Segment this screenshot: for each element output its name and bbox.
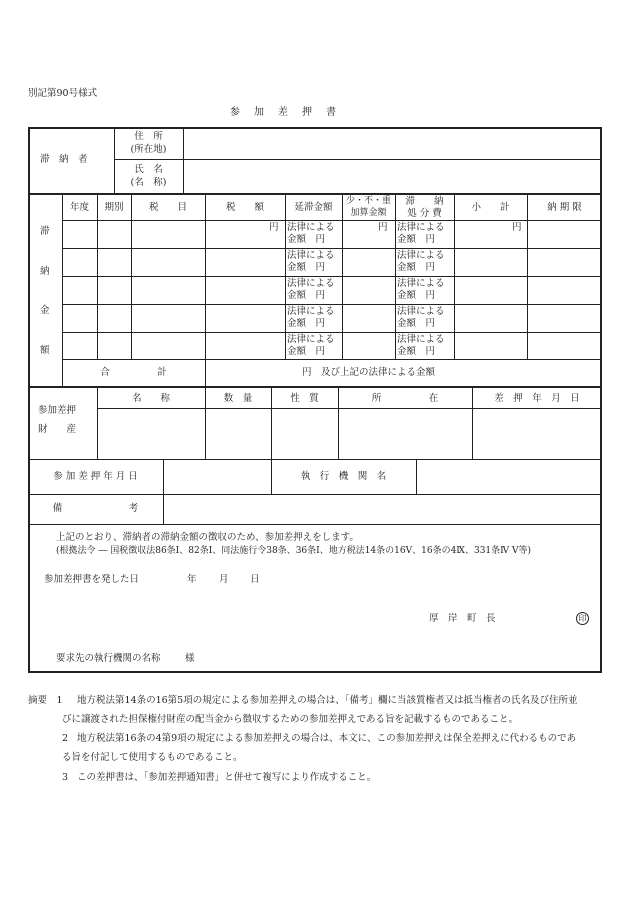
law-amount-disposition-5b: 金額 円	[397, 346, 436, 357]
law-amount-delinquency-2: 法律による	[287, 250, 335, 261]
header-tax-amount: 税 額	[225, 202, 264, 213]
header-year: 年度	[69, 202, 89, 213]
executing-agency-field[interactable]	[417, 460, 600, 493]
property-header-name: 名 称	[131, 393, 170, 404]
issue-date-month-unit: 月	[219, 574, 229, 585]
note-1-line-2: びに譲渡された担保権付財産の配当金から徴収するための参加差押えである旨を記載するものであること。	[62, 714, 519, 725]
seal-icon: 印	[576, 612, 589, 625]
address-field[interactable]	[184, 128, 600, 158]
law-amount-disposition-2b: 金額 円	[397, 262, 436, 273]
executing-agency-label: 執 行 機 関 名	[300, 471, 387, 482]
name-label: 氏 名	[134, 164, 163, 175]
law-amount-delinquency-2b: 金額 円	[287, 262, 326, 273]
header-tax-item: 税 目	[148, 202, 187, 213]
recipient-honorific: 様	[185, 653, 195, 664]
note-1-prefix: 摘要 1	[28, 695, 63, 706]
property-label-2: 財 産	[38, 424, 77, 435]
seizure-date-label: 参 加 差 押 年 月 日	[53, 471, 138, 482]
address-label: 住 所	[134, 131, 163, 142]
header-penalty-2: 加算金額	[350, 208, 387, 218]
property-header-nature: 性 質	[290, 393, 319, 404]
header-due-date: 納 期 限	[547, 202, 582, 213]
law-amount-delinquency-1b: 金額 円	[287, 234, 326, 245]
issuer-name: 厚 岸 町 長	[429, 613, 496, 624]
note-3-prefix: 3	[62, 772, 69, 783]
law-amount-disposition-4b: 金額 円	[397, 318, 436, 329]
yen-subtotal: 円	[512, 222, 522, 233]
law-amount-disposition-1b: 金額 円	[397, 234, 436, 245]
issue-date-year-unit: 年	[187, 574, 197, 585]
form-number: 別記第90号様式	[28, 88, 98, 99]
law-amount-disposition-2: 法律による	[397, 250, 445, 261]
page-title: 参 加 差 押 書	[230, 107, 338, 118]
law-amount-delinquency-3b: 金額 円	[287, 290, 326, 301]
header-period: 期別	[104, 202, 124, 213]
law-amount-disposition-4: 法律による	[397, 306, 445, 317]
law-amount-disposition-1: 法律による	[397, 222, 445, 233]
law-amount-delinquency-5b: 金額 円	[287, 346, 326, 357]
issue-date-label: 参加差押書を発した日	[44, 574, 140, 585]
header-disposition-1: 滞 納	[405, 196, 444, 207]
yen-tax-amount: 円	[269, 222, 279, 233]
property-label-1: 参加差押	[38, 405, 77, 416]
property-header-seizure-date: 差 押 年 月 日	[494, 393, 580, 404]
arrears-side-char-1: 滞	[40, 226, 50, 237]
law-amount-disposition-5: 法律による	[397, 334, 445, 345]
name-sub-label: (名 称)	[130, 177, 167, 188]
law-amount-delinquency-1: 法律による	[287, 222, 335, 233]
arrears-side-char-2: 納	[40, 266, 50, 277]
note-2-line-1: 地方税法第16条の4第9項の規定による参加差押えの場合は、本文に、この参加差押えは保全差押えに代わるものであ	[77, 733, 577, 744]
header-disposition-2: 処 分 費	[407, 208, 442, 219]
statement-text: 上記のとおり、滞納者の滞納金額の徴収のため、参加差押えをします。	[56, 532, 359, 543]
remarks-field[interactable]	[164, 495, 600, 523]
recipient-label: 要求先の執行機関の名称	[56, 653, 161, 664]
total-text: 円 及び上記の法律による金額	[302, 367, 436, 378]
yen-penalty: 円	[378, 222, 388, 233]
total-label: 合 計	[100, 367, 167, 378]
header-delinquency: 延滞金額	[294, 202, 333, 213]
remarks-label: 備 考	[52, 503, 139, 514]
note-1-line-1: 地方税法第14条の16第5項の規定による参加差押えの場合は、「備考」欄に当該質権者又は抵当権者の氏名及び住所並	[77, 695, 578, 706]
header-subtotal: 小 計	[471, 202, 510, 213]
law-amount-delinquency-5: 法律による	[287, 334, 335, 345]
arrears-side-char-4: 額	[40, 345, 50, 356]
note-2-line-2: る旨を付記して使用するものであること。	[62, 752, 243, 763]
legal-basis-text: (根拠法令 ― 国税徴収法86条Ⅰ、82条Ⅰ、同法施行令38条、36条Ⅰ、地方税法14条の16Ⅴ、16条の4Ⅸ、331条Ⅳ Ⅴ等)	[56, 546, 532, 556]
law-amount-disposition-3b: 金額 円	[397, 290, 436, 301]
note-3-line-1: この差押書は、「参加差押通知書」と併せて複写により作成すること。	[77, 772, 377, 783]
taxpayer-label: 滞 納 者	[40, 154, 88, 165]
seizure-date-field[interactable]	[164, 460, 270, 493]
name-field[interactable]	[184, 160, 600, 192]
issue-date-day-unit: 日	[250, 574, 260, 585]
law-amount-delinquency-4b: 金額 円	[287, 318, 326, 329]
property-header-location: 所 在	[371, 393, 439, 404]
note-2-prefix: 2	[62, 733, 69, 744]
address-sub-label: (所在地)	[130, 144, 167, 155]
property-header-quantity: 数 量	[223, 393, 253, 404]
law-amount-delinquency-4: 法律による	[287, 306, 335, 317]
law-amount-disposition-3: 法律による	[397, 278, 445, 289]
law-amount-delinquency-3: 法律による	[287, 278, 335, 289]
header-penalty-1: 少・不・重	[345, 196, 391, 206]
arrears-side-char-3: 金	[40, 305, 50, 316]
